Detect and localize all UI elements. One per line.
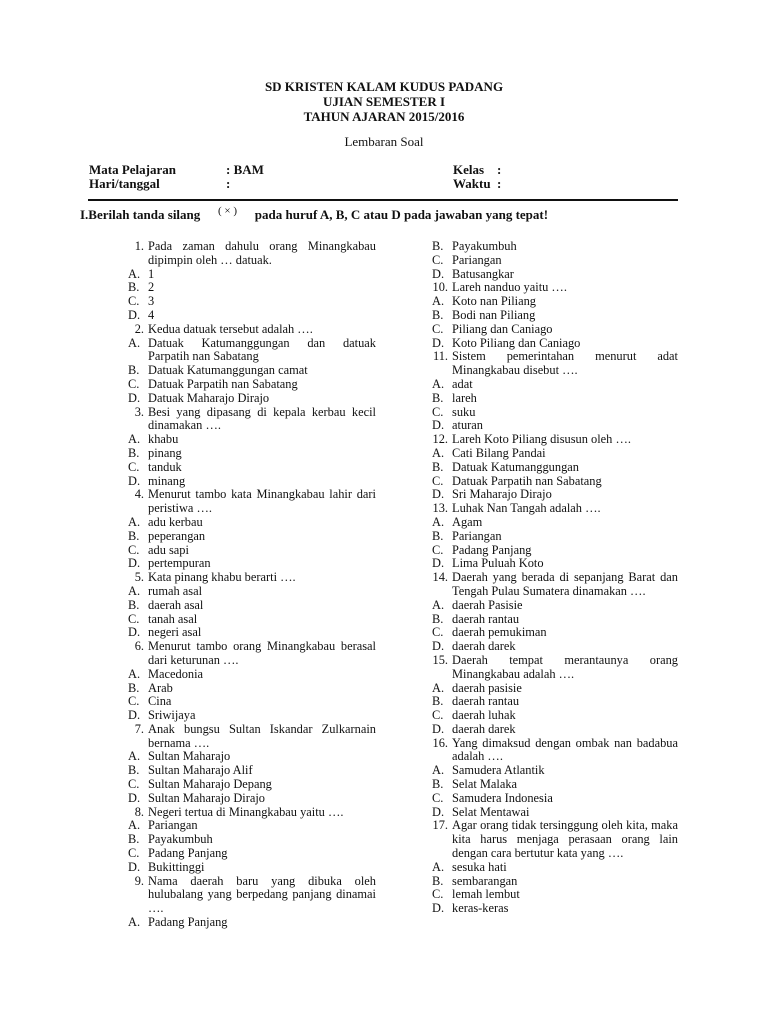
option-text: tanduk — [148, 459, 182, 474]
option-d[interactable] — [124, 557, 376, 571]
option-text: sesuka hati — [452, 859, 507, 874]
question-number: 6. — [134, 639, 144, 654]
option-text: Lima Puluah Koto — [452, 556, 544, 571]
option-letter: D. — [432, 639, 445, 654]
option-b[interactable] — [124, 364, 376, 378]
option-a[interactable] — [124, 916, 376, 930]
option-d[interactable] — [428, 268, 678, 282]
question-text: Menurut tambo kata Minangkabau lahir dari peristiwa …. — [148, 487, 376, 516]
instruction-suffix: pada huruf A, B, C atau D pada jawaban yang tepat! — [254, 207, 549, 222]
option-text: daerah rantau — [452, 694, 520, 709]
instruction — [80, 207, 700, 223]
option-c[interactable] — [124, 461, 376, 475]
option-letter: C. — [432, 708, 444, 723]
question-13 — [428, 502, 678, 516]
exam-title: UJIAN SEMESTER I — [322, 94, 446, 109]
option-text: lemah lembut — [452, 887, 520, 902]
question-5 — [124, 571, 376, 585]
option-letter: C. — [432, 321, 444, 336]
question-text: Besi yang dipasang di kepala kerbau kecil dinamakan …. — [148, 404, 376, 433]
option-text: Datuak Maharajo Dirajo — [148, 390, 270, 405]
option-text: Bodi nan Piliang — [452, 307, 536, 322]
option-letter: C. — [128, 459, 140, 474]
option-text: Padang Panjang — [148, 846, 228, 861]
option-text: adu kerbau — [148, 514, 203, 529]
question-number: 2. — [134, 321, 144, 336]
option-text: Datuak Parpatih nan Sabatang — [148, 376, 298, 391]
option-letter: A. — [128, 266, 141, 281]
option-letter: C. — [432, 790, 444, 805]
option-letter: D. — [432, 901, 445, 916]
option-a[interactable] — [124, 516, 376, 530]
option-text: Sriwijaya — [148, 708, 196, 723]
option-letter: B. — [432, 459, 444, 474]
option-text: adat — [452, 376, 473, 391]
option-text: negeri asal — [148, 625, 202, 640]
option-a[interactable] — [124, 668, 376, 682]
question-number: 15. — [432, 652, 448, 667]
option-d[interactable] — [124, 792, 376, 806]
option-text: Samudera Indonesia — [452, 790, 553, 805]
option-text: Sultan Maharajo Depang — [148, 777, 272, 792]
option-a[interactable] — [124, 750, 376, 764]
option-text: Pariangan — [452, 528, 502, 543]
option-text: Datuak Katumanggungan dan datuak Parpatih nan Sabatang — [148, 335, 376, 364]
option-d[interactable] — [124, 392, 376, 406]
question-text: Lareh Koto Piliang disusun oleh …. — [452, 432, 631, 447]
question-text: Sistem pemerintahan menurut adat Minangkabau disebut …. — [452, 349, 678, 378]
option-letter: B. — [432, 307, 444, 322]
option-c[interactable] — [428, 792, 678, 806]
option-b[interactable] — [428, 392, 678, 406]
option-c[interactable] — [124, 695, 376, 709]
option-text: daerah pemukiman — [452, 625, 547, 640]
option-letter: A. — [128, 818, 141, 833]
option-text: Batusangkar — [452, 266, 514, 281]
option-letter: A. — [432, 376, 445, 391]
option-letter: C. — [432, 542, 444, 557]
school-name: SD KRISTEN KALAM KUDUS PADANG — [264, 79, 504, 94]
option-d[interactable] — [428, 640, 678, 654]
option-a[interactable] — [428, 682, 678, 696]
option-text: Koto Piliang dan Caniago — [452, 335, 581, 350]
option-text: tanah asal — [148, 611, 198, 626]
option-c[interactable] — [428, 323, 678, 337]
option-letter: C. — [432, 887, 444, 902]
option-c[interactable] — [428, 254, 678, 268]
option-letter: D. — [432, 487, 445, 502]
option-letter: C. — [128, 777, 140, 792]
option-letter: B. — [432, 694, 444, 709]
option-text: Piliang dan Caniago — [452, 321, 553, 336]
option-text: Sultan Maharajo Alif — [148, 763, 253, 778]
option-letter: D. — [128, 307, 141, 322]
option-a[interactable] — [124, 268, 376, 282]
option-letter: C. — [128, 542, 140, 557]
option-text: 2 — [148, 280, 155, 295]
option-b[interactable] — [124, 281, 376, 295]
right-column — [428, 240, 678, 916]
date-label: Hari/tanggal — [89, 176, 160, 191]
question-text: Lareh nanduo yaitu …. — [452, 280, 567, 295]
option-text: Payakumbuh — [148, 832, 213, 847]
option-text: minang — [148, 473, 186, 488]
option-c[interactable] — [428, 544, 678, 558]
option-letter: D. — [432, 335, 445, 350]
option-letter: A. — [128, 666, 141, 681]
option-text: Padang Panjang — [452, 542, 532, 557]
option-text: Datuak Katumanggungan camat — [148, 363, 308, 378]
option-d[interactable] — [428, 419, 678, 433]
option-letter: C. — [128, 694, 140, 709]
option-text: daerah Pasisie — [452, 597, 523, 612]
option-c[interactable] — [124, 847, 376, 861]
option-a[interactable] — [124, 819, 376, 833]
question-text: Kedua datuak tersebut adalah …. — [148, 321, 313, 336]
question-number: 17. — [432, 818, 448, 833]
option-text: lareh — [452, 390, 477, 405]
option-letter: B. — [128, 363, 140, 378]
option-text: Selat Malaka — [452, 777, 518, 792]
class-label: Kelas — [453, 162, 485, 177]
option-letter: A. — [128, 749, 141, 764]
option-letter: B. — [432, 390, 444, 405]
option-text: Samudera Atlantik — [452, 763, 545, 778]
option-c[interactable] — [124, 295, 376, 309]
option-b[interactable] — [124, 764, 376, 778]
option-letter: B. — [128, 280, 140, 295]
option-text: Koto nan Piliang — [452, 294, 536, 309]
question-number: 14. — [432, 570, 448, 585]
option-text: adu sapi — [148, 542, 189, 557]
option-letter: A. — [128, 335, 141, 350]
option-c[interactable] — [428, 475, 678, 489]
question-6 — [124, 640, 376, 668]
option-d[interactable] — [428, 723, 678, 737]
option-letter: A. — [432, 859, 445, 874]
option-text: suku — [452, 404, 476, 419]
subject-value: : BAM — [226, 162, 264, 177]
question-text: Anak bungsu Sultan Iskandar Zulkarnain bernama …. — [148, 721, 376, 750]
option-letter: D. — [128, 556, 141, 571]
header-divider — [88, 199, 678, 201]
option-b[interactable] — [428, 461, 678, 475]
question-15 — [428, 654, 678, 682]
option-text: khabu — [148, 432, 179, 447]
option-a[interactable] — [428, 764, 678, 778]
option-letter: D. — [128, 625, 141, 640]
question-text: Nama daerah baru yang dibuka oleh hulubalang yang berpedang panjang dinamai …. — [148, 873, 376, 916]
option-b[interactable] — [428, 530, 678, 544]
option-text: daerah rantau — [452, 611, 520, 626]
option-b[interactable] — [428, 695, 678, 709]
option-text: Selat Mentawai — [452, 804, 530, 819]
question-number: 7. — [134, 721, 144, 736]
option-b[interactable] — [428, 309, 678, 323]
question-text: Agar orang tidak tersinggung oleh kita, maka kita harus menjaga perasaan orang lain dengan cara bertutur kata yang …. — [452, 818, 678, 861]
option-letter: A. — [432, 445, 445, 460]
option-d[interactable] — [428, 806, 678, 820]
option-letter: C. — [128, 846, 140, 861]
question-text: Daerah tempat merantaunya orang Minangkabau adalah …. — [452, 652, 678, 681]
option-d[interactable] — [124, 309, 376, 323]
option-text: 1 — [148, 266, 155, 281]
option-a[interactable] — [124, 433, 376, 447]
option-text: rumah asal — [148, 583, 203, 598]
option-letter: C. — [432, 625, 444, 640]
subject-label: Mata Pelajaran — [89, 162, 177, 177]
option-text: Arab — [148, 680, 173, 695]
option-text: peperangan — [148, 528, 206, 543]
instruction-prefix: I.Berilah tanda silang — [80, 207, 201, 222]
option-text: pinang — [148, 445, 182, 460]
option-text: pertempuran — [148, 556, 211, 571]
option-text: Padang Panjang — [148, 915, 228, 930]
option-letter: B. — [128, 597, 140, 612]
option-text: sembarangan — [452, 873, 518, 888]
option-letter: D. — [432, 418, 445, 433]
option-text: Cati Bilang Pandai — [452, 445, 546, 460]
option-letter: C. — [432, 404, 444, 419]
option-letter: D. — [128, 473, 141, 488]
option-letter: A. — [128, 432, 141, 447]
option-text: Bukittinggi — [148, 859, 205, 874]
option-letter: C. — [128, 376, 140, 391]
option-letter: D. — [128, 859, 141, 874]
option-text: Payakumbuh — [452, 239, 517, 253]
question-number: 10. — [432, 280, 448, 295]
option-text: Agam — [452, 514, 483, 529]
option-b[interactable] — [124, 833, 376, 847]
question-9 — [124, 875, 376, 916]
option-c[interactable] — [428, 406, 678, 420]
option-text: Pariangan — [452, 252, 502, 267]
option-text: daerah luhak — [452, 708, 516, 723]
question-number: 12. — [432, 432, 448, 447]
option-letter: D. — [432, 721, 445, 736]
option-letter: A. — [128, 915, 141, 930]
option-d[interactable] — [124, 475, 376, 489]
option-letter: D. — [128, 708, 141, 723]
option-letter: C. — [432, 252, 444, 267]
question-text: Daerah yang berada di sepanjang Barat dan Tengah Pulau Sumatera dinamakan …. — [452, 570, 678, 598]
option-letter: A. — [432, 680, 445, 695]
question-2 — [124, 323, 376, 337]
option-letter: B. — [128, 832, 140, 847]
option-letter: D. — [432, 804, 445, 819]
left-column — [124, 240, 376, 930]
option-letter: D. — [432, 266, 445, 281]
option-a[interactable] — [428, 516, 678, 530]
question-text: Luhak Nan Tangah adalah …. — [452, 501, 601, 516]
option-letter: D. — [432, 556, 445, 571]
option-letter: B. — [128, 680, 140, 695]
option-d[interactable] — [124, 626, 376, 640]
question-text: Yang dimaksud dengan ombak nan badabua adalah …. — [452, 735, 678, 764]
option-c[interactable] — [428, 888, 678, 902]
question-12 — [428, 433, 678, 447]
option-letter: D. — [128, 790, 141, 805]
option-text: Sultan Maharajo Dirajo — [148, 790, 265, 805]
sheet-title: Lembaran Soal — [344, 134, 424, 149]
option-d[interactable] — [428, 337, 678, 351]
question-number: 4. — [134, 487, 144, 502]
option-c[interactable] — [428, 626, 678, 640]
option-c[interactable] — [428, 709, 678, 723]
option-text: daerah darek — [452, 639, 516, 654]
question-text: Menurut tambo orang Minangkabau berasal dari keturunan …. — [148, 639, 376, 667]
option-text: Macedonia — [148, 666, 204, 681]
option-a[interactable] — [124, 337, 376, 365]
date-value: : — [226, 176, 231, 191]
option-b[interactable] — [428, 778, 678, 792]
option-a[interactable] — [428, 447, 678, 461]
question-text: Pada zaman dahulu orang Minangkabau dipimpin oleh … datuak. — [148, 239, 376, 267]
option-letter: B. — [432, 873, 444, 888]
question-1 — [124, 240, 376, 268]
option-letter: A. — [432, 763, 445, 778]
option-d[interactable] — [124, 861, 376, 875]
option-b[interactable] — [124, 530, 376, 544]
question-number: 5. — [134, 570, 144, 585]
option-text: Pariangan — [148, 818, 198, 833]
option-text: keras-keras — [452, 901, 509, 916]
option-text: daerah asal — [148, 597, 204, 612]
option-b[interactable] — [428, 240, 678, 254]
option-a[interactable] — [428, 295, 678, 309]
question-10 — [428, 281, 678, 295]
question-number: 9. — [134, 873, 144, 888]
option-d[interactable] — [428, 557, 678, 571]
option-c[interactable] — [124, 544, 376, 558]
option-letter: A. — [432, 597, 445, 612]
question-number: 16. — [432, 735, 448, 750]
question-11 — [428, 350, 678, 378]
option-b[interactable] — [124, 599, 376, 613]
option-letter: A. — [128, 583, 141, 598]
option-b[interactable] — [428, 875, 678, 889]
option-b[interactable] — [124, 682, 376, 696]
option-text: Cina — [148, 694, 172, 709]
option-text: Datuak Parpatih nan Sabatang — [452, 473, 602, 488]
question-4 — [124, 488, 376, 516]
option-letter: B. — [128, 445, 140, 460]
option-text: 3 — [148, 294, 155, 309]
question-14 — [428, 571, 678, 599]
question-text: Kata pinang khabu berarti …. — [148, 570, 296, 585]
option-letter: B. — [128, 528, 140, 543]
question-number: 13. — [432, 501, 448, 516]
time-label: Waktu — [453, 176, 491, 191]
time-value: : — [497, 176, 502, 191]
option-letter: D. — [128, 390, 141, 405]
option-text: Datuak Katumanggungan — [452, 459, 579, 474]
cross-mark: ( × ) — [218, 205, 238, 217]
question-text: Negeri tertua di Minangkabau yaitu …. — [148, 804, 344, 819]
option-letter: B. — [432, 239, 444, 253]
question-number: 8. — [134, 804, 144, 819]
option-c[interactable] — [124, 778, 376, 792]
option-letter: B. — [432, 528, 444, 543]
option-letter: C. — [432, 473, 444, 488]
option-text: daerah pasisie — [452, 680, 522, 695]
option-d[interactable] — [124, 709, 376, 723]
option-a[interactable] — [428, 861, 678, 875]
question-number: 11. — [432, 349, 448, 364]
option-letter: C. — [128, 611, 140, 626]
option-letter: B. — [432, 611, 444, 626]
option-text: aturan — [452, 418, 483, 433]
option-letter: A. — [432, 514, 445, 529]
option-c[interactable] — [124, 613, 376, 627]
question-number: 3. — [134, 404, 144, 419]
option-a[interactable] — [428, 378, 678, 392]
question-7 — [124, 723, 376, 751]
option-letter: C. — [128, 294, 140, 309]
question-number: 1. — [134, 239, 144, 253]
question-8 — [124, 806, 376, 820]
academic-year: TAHUN AJARAN 2015/2016 — [303, 109, 465, 124]
option-text: Sultan Maharajo — [148, 749, 231, 764]
option-letter: A. — [128, 514, 141, 529]
option-letter: B. — [128, 763, 140, 778]
option-letter: A. — [432, 294, 445, 309]
question-17 — [428, 819, 678, 860]
option-c[interactable] — [124, 378, 376, 392]
option-text: 4 — [148, 307, 155, 322]
option-d[interactable] — [428, 488, 678, 502]
option-a[interactable] — [124, 585, 376, 599]
option-a[interactable] — [428, 599, 678, 613]
class-value: : — [497, 162, 502, 177]
option-d[interactable] — [428, 902, 678, 916]
option-text: daerah darek — [452, 721, 516, 736]
option-letter: B. — [432, 777, 444, 792]
option-text: Sri Maharajo Dirajo — [452, 487, 552, 502]
option-b[interactable] — [124, 447, 376, 461]
question-3 — [124, 406, 376, 434]
question-16 — [428, 737, 678, 765]
option-b[interactable] — [428, 613, 678, 627]
